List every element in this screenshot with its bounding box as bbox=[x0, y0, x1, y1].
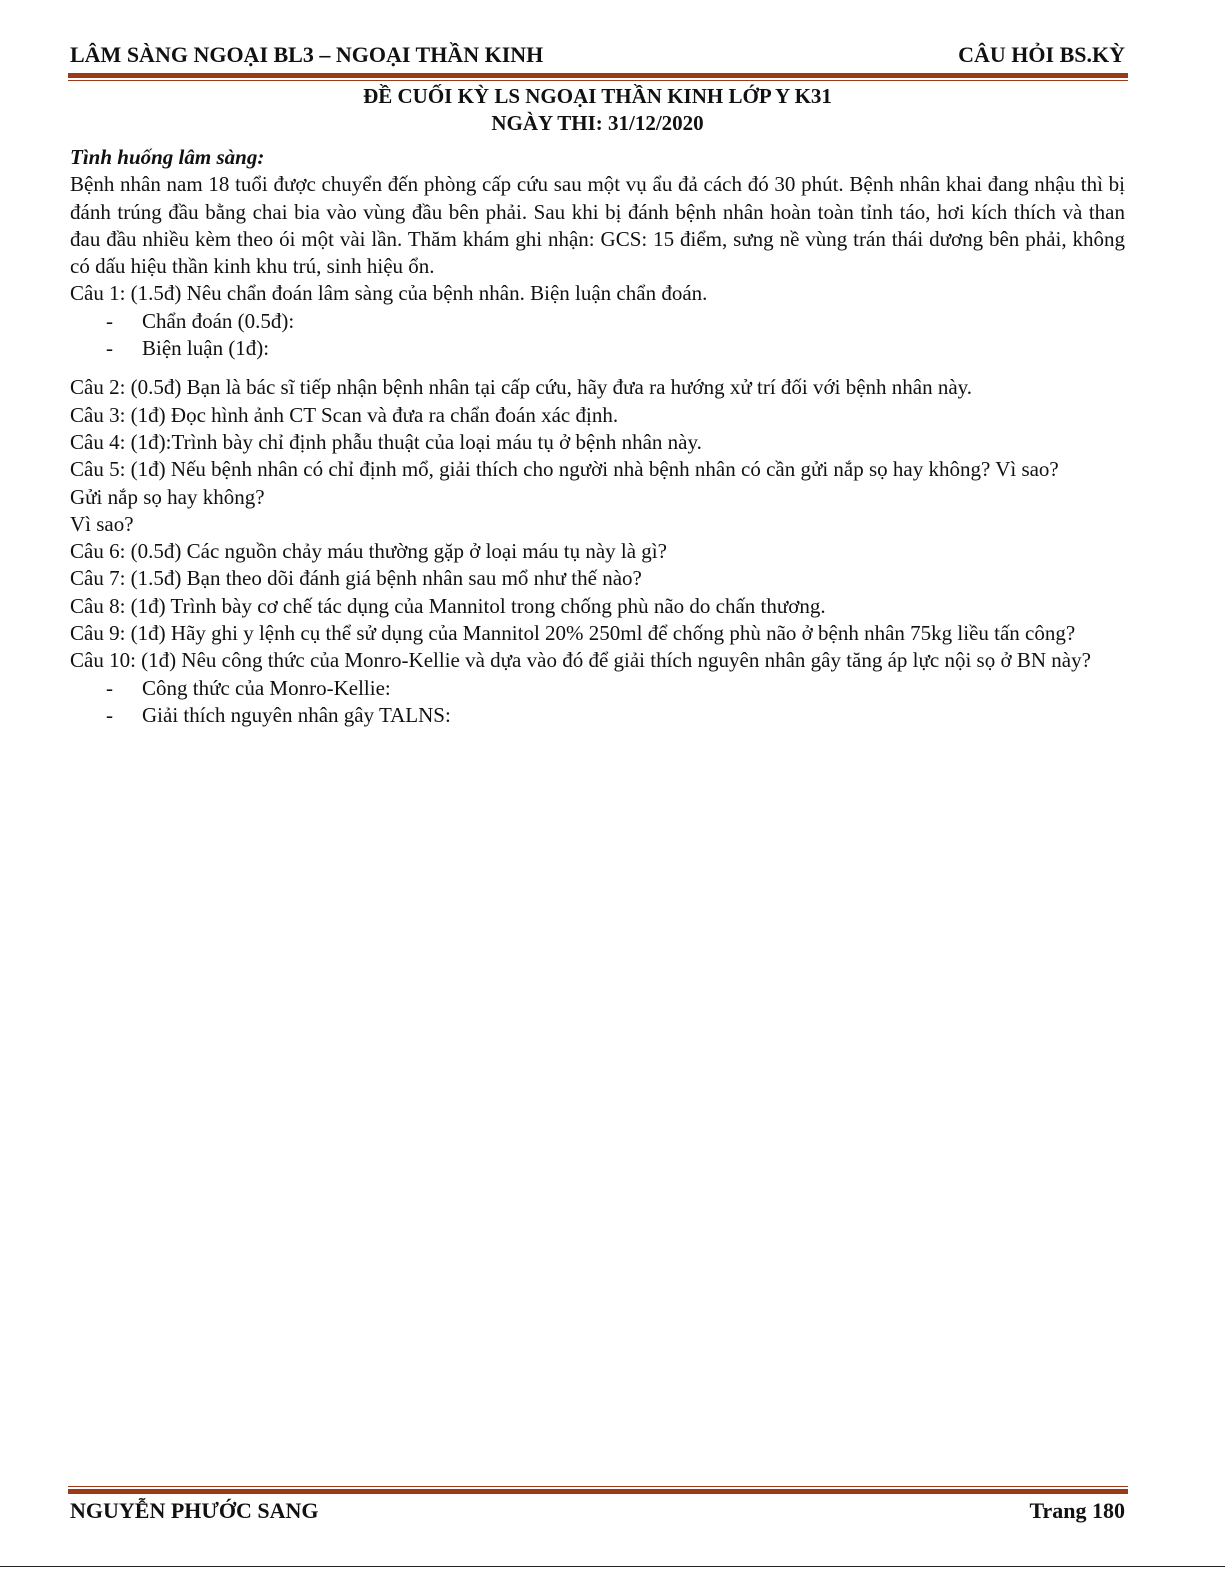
item-text: Công thức của Monro-Kellie: bbox=[142, 675, 391, 700]
footer-rule bbox=[68, 1489, 1128, 1494]
question-6: Câu 6: (0.5đ) Các nguồn chảy máu thường gặp ở loại máu tụ này là gì? bbox=[70, 539, 667, 564]
footer-page-number: Trang 180 bbox=[1029, 1498, 1125, 1523]
question-10-item-1 bbox=[70, 675, 1125, 702]
page-bottom-edge bbox=[0, 1566, 1225, 1586]
item-text: Biện luận (1đ): bbox=[142, 336, 270, 361]
page-header bbox=[70, 42, 1125, 70]
exam-content bbox=[70, 144, 1125, 729]
bullet-dash: - bbox=[106, 308, 113, 333]
footer-rule-thin bbox=[68, 1486, 1128, 1487]
question-2: Câu 2: (0.5đ) Bạn là bác sĩ tiếp nhận bệnh nhân tại cấp cứu, hãy đưa ra hướng xử trí đối với bệnh nhân này. bbox=[70, 375, 973, 400]
question-4: Câu 4: (1đ):Trình bày chỉ định phẫu thuật của loại máu tụ ở bệnh nhân này. bbox=[70, 429, 702, 454]
question-1-item-2 bbox=[70, 335, 1125, 362]
spacer bbox=[70, 362, 1125, 374]
header-rule-thin bbox=[68, 80, 1128, 81]
question-8: Câu 8: (1đ) Trình bày cơ chế tác dụng của Mannitol trong chống phù não do chấn thương. bbox=[70, 593, 826, 618]
item-text: Giải thích nguyên nhân gây TALNS: bbox=[142, 702, 451, 727]
question-3: Câu 3: (1đ) Đọc hình ảnh CT Scan và đưa ra chẩn đoán xác định. bbox=[70, 402, 619, 427]
bullet-dash: - bbox=[106, 675, 113, 700]
header-rule bbox=[68, 73, 1128, 78]
case-label: Tình huống lâm sàng: bbox=[70, 145, 265, 169]
question-1: Câu 1: (1.5đ) Nêu chẩn đoán lâm sàng của bệnh nhân. Biện luận chẩn đoán. bbox=[70, 281, 708, 306]
question-1-item-1 bbox=[70, 308, 1125, 335]
question-7: Câu 7: (1.5đ) Bạn theo dõi đánh giá bệnh nhân sau mổ như thế nào? bbox=[70, 566, 642, 591]
bullet-dash: - bbox=[106, 702, 113, 727]
question-10: Câu 10: (1đ) Nêu công thức của Monro-Kellie và dựa vào đó để giải thích nguyên nhân gây tăng áp lực nội sọ ở BN này? bbox=[70, 648, 1091, 673]
page-footer bbox=[70, 1498, 1125, 1528]
question-5: Câu 5: (1đ) Nếu bệnh nhân có chỉ định mổ, giải thích cho người nhà bệnh nhân có cần gửi nắp sọ hay không? Vì sao? bbox=[70, 457, 1059, 482]
exam-date: NGÀY THI: 31/12/2020 bbox=[491, 111, 704, 135]
exam-title: ĐỀ CUỐI KỲ LS NGOẠI THẦN KINH LỚP Y K31 bbox=[363, 84, 832, 108]
header-left: LÂM SÀNG NGOẠI BL3 – NGOẠI THẦN KINH bbox=[70, 42, 544, 67]
bullet-dash: - bbox=[106, 336, 113, 361]
question-5-answer-b: Vì sao? bbox=[70, 511, 134, 536]
item-text: Chẩn đoán (0.5đ): bbox=[142, 308, 295, 333]
header-right: CÂU HỎI BS.KỲ bbox=[958, 42, 1125, 67]
question-5-answer-a: Gửi nắp sọ hay không? bbox=[70, 484, 265, 509]
case-text: Bệnh nhân nam 18 tuổi được chuyển đến phòng cấp cứu sau một vụ ẩu đả cách đó 30 phút. Bệnh nhân khai đang nhậu thì bị đánh trúng đầu bằng chai bia vào vùng đầu bên phải. Sau khi bị đánh bệnh nhân hoàn toàn tỉnh táo, hơi kích thích và than đau đầu nhiều kèm theo ói một vài lần. Thăm khám ghi nhận: GCS: 15 điểm, sưng nề vùng trán thái dương bên phải, không có dấu hiệu thần kinh khu trú, sinh hiệu ổn. bbox=[70, 172, 1125, 279]
footer-author: NGUYỄN PHƯỚC SANG bbox=[70, 1498, 319, 1523]
question-9: Câu 9: (1đ) Hãy ghi y lệnh cụ thể sử dụng của Mannitol 20% 250ml để chống phù não ở bệnh nhân 75kg liều tấn công? bbox=[70, 621, 1076, 646]
question-10-item-2 bbox=[70, 702, 1125, 729]
